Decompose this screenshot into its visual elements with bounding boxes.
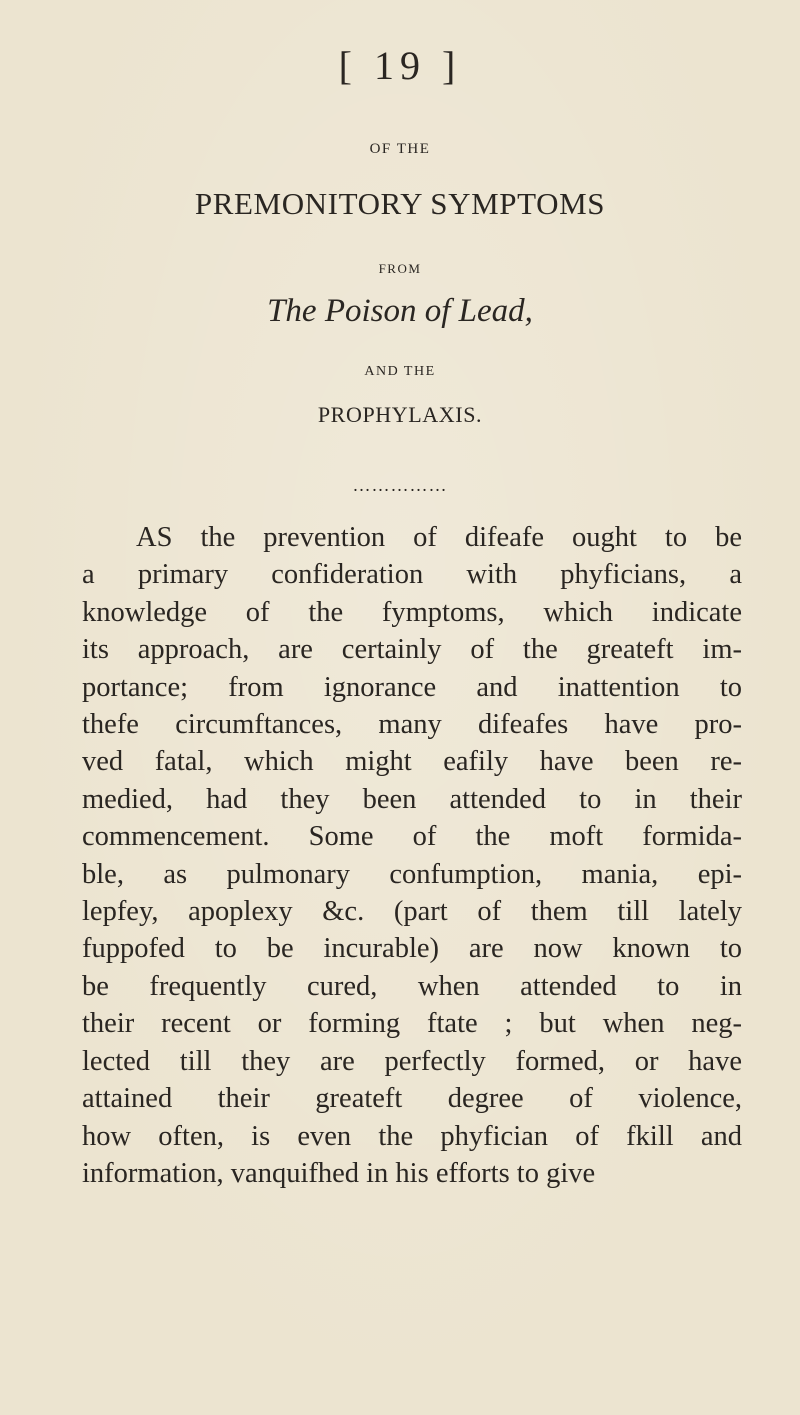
section-separator: …………… [352,475,448,495]
text-line: medied, had they been attended to in their [82,783,742,815]
chapter-subtitle: The Poison of Lead, [267,293,533,329]
body-paragraph [82,519,742,1192]
chapter-title-secondary: PROPHYLAXIS. [317,402,483,427]
text-line: its approach, are certainly of the greateft im- [82,634,742,666]
text-line: knowledge of the fymptoms, which indicate [82,596,742,628]
text-line: AS the prevention of difeafe ought to be [136,522,742,553]
text-line: ble, as pulmonary confumption, mania, epi- [82,858,742,890]
text-line: be frequently cured, when attended to in [82,970,742,1002]
chapter-title: PREMONITORY SYMPTOMS [194,186,606,221]
text-line: thefe circumftances, many difeafes have pro- [82,709,742,741]
text-line: portance; from ignorance and inattention to [82,671,742,703]
text-line: lepfey, apoplexy &c. (part of them till lately [82,896,742,928]
text-line: fuppofed to be incurable) are now known to [82,933,742,965]
text-line: commencement. Some of the moft formida- [82,821,742,853]
title-prefix: OF THE [369,141,431,157]
text-line: ved fatal, which might eafily have been re- [82,746,742,778]
text-line: attained their greateft degree of violence, [82,1083,742,1115]
text-line: how often, is even the phyfician of fkill and [82,1120,742,1152]
text-line: information, vanquifhed in his efforts to give [82,1157,596,1189]
page-number: [ 19 ] [338,43,462,88]
text-line: lected till they are perfectly formed, or have [82,1045,742,1077]
title-connector-from: FROM [378,261,422,276]
text-line: their recent or forming ftate ; but when neg- [82,1008,742,1040]
text-line: a primary confideration with phyficians, a [82,559,742,591]
title-connector-and-the: AND THE [364,364,436,379]
